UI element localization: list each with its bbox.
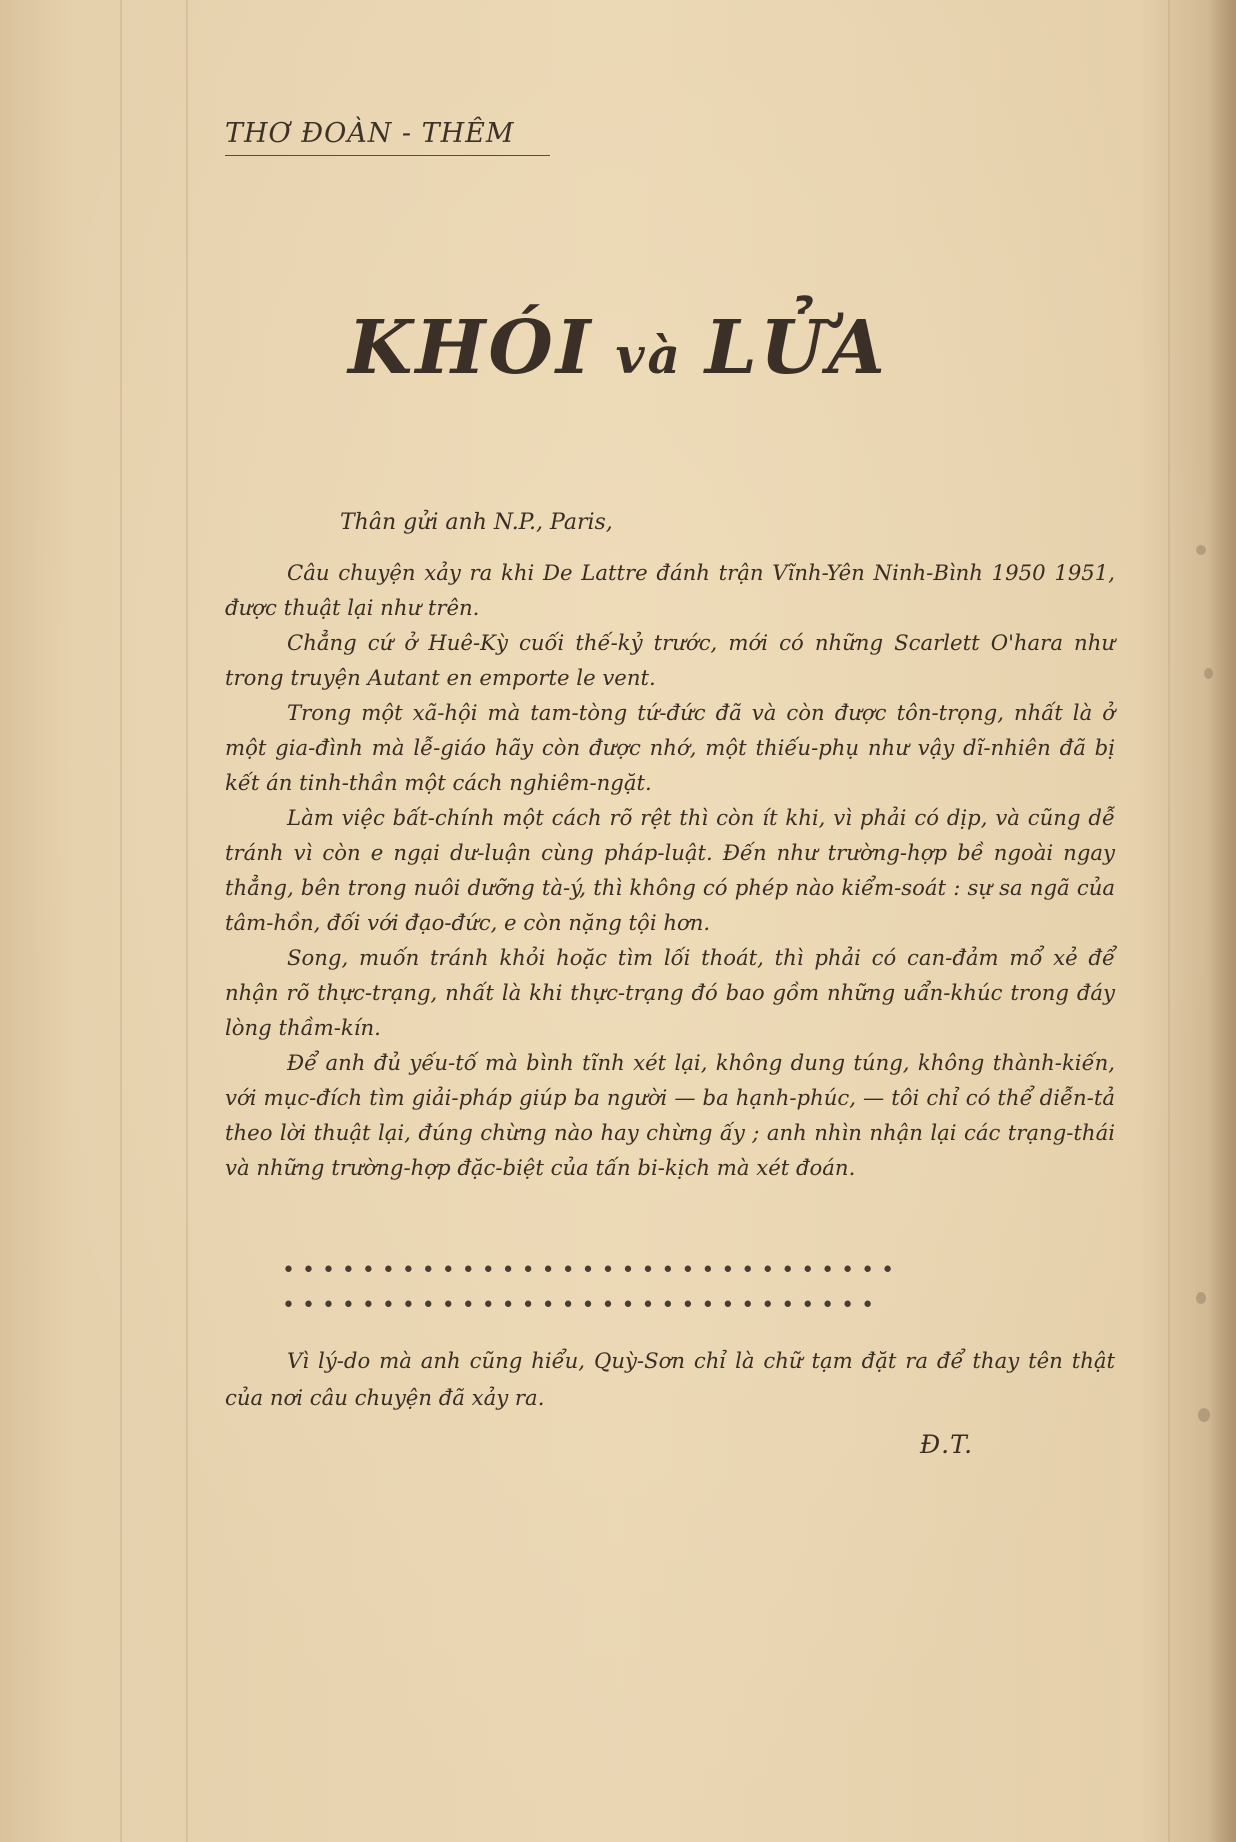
letter-closing (225, 1342, 1115, 1416)
letter-paragraph: Để anh đủ yếu-tố mà bình tĩnh xét lại, không dung túng, không thành-kiến, với mục-đích tìm giải-pháp giúp ba người — ba hạnh-phúc, — tôi chỉ có thể diễn-tả theo lời thuật lại, đúng chừng nào hay chừng ấy ; anh nhìn nhận lại các trạng-thái và những trường-hợp đặc-biệt của tấn bi-kịch mà xét đoán. (225, 1050, 1115, 1180)
letter-paragraph: Câu chuyện xảy ra khi De Lattre đánh trận Vĩnh-Yên Ninh-Bình 1950 1951, được thuật lại như trên. (225, 560, 1115, 620)
title-part-1: KHÓI (348, 305, 594, 391)
title-connector: và (615, 326, 683, 385)
paper-spot (1196, 545, 1206, 555)
letter-body (225, 555, 1115, 1185)
letter-salutation: Thân gửi anh N.P., Paris, (340, 510, 613, 535)
page-edge-shadow (1208, 0, 1236, 1842)
page-fold-line (186, 0, 188, 1842)
closing-paragraph: Vì lý-do mà anh cũng hiểu, Quỳ-Sơn chỉ là chữ tạm đặt ra để thay tên thật của nơi câu chuyện đã xảy ra. (225, 1348, 1115, 1410)
dot-separator: • • • • • • • • • • • • • • • • • • • • • • • • • • • • • • (282, 1293, 875, 1318)
letter-signature: Đ.T. (920, 1430, 974, 1459)
page-fold-line (120, 0, 122, 1842)
paper-spot (1198, 1408, 1210, 1422)
page-title (0, 305, 1236, 391)
letter-paragraph: Chẳng cứ ở Huê-Kỳ cuối thế-kỷ trước, mới có những Scarlett O'hara như trong truyện Autant en emporte le vent. (225, 630, 1115, 690)
letter-paragraph: Song, muốn tránh khỏi hoặc tìm lối thoát, thì phải có can-đảm mổ xẻ để nhận rõ thực-trạng, nhất là khi thực-trạng đó bao gồm những uẩn-khúc trong đáy lòng thầm-kín. (225, 945, 1115, 1040)
paper-spot (1196, 1292, 1206, 1304)
section-header: THƠ ĐOÀN - THÊM (225, 118, 550, 156)
title-part-2: LỬA (704, 305, 888, 391)
page-fold-line (1168, 0, 1170, 1842)
letter-paragraph: Làm việc bất-chính một cách rõ rệt thì còn ít khi, vì phải có dịp, và cũng dễ tránh vì còn e ngại dư-luận cùng pháp-luật. Đến như trường-hợp bề ngoài ngay thẳng, bên trong nuôi dưỡng tà-ý, thì không có phép nào kiểm-soát : sự sa ngã của tâm-hồn, đối với đạo-đức, e còn nặng tội hơn. (225, 805, 1115, 935)
letter-paragraph: Trong một xã-hội mà tam-tòng tứ-đức đã và còn được tôn-trọng, nhất là ở một gia-đình mà lễ-giáo hãy còn được nhớ, một thiếu-phụ như vậy dĩ-nhiên đã bị kết án tinh-thần một cách nghiêm-ngặt. (225, 700, 1115, 795)
dot-separator: • • • • • • • • • • • • • • • • • • • • • • • • • • • • • • • (282, 1258, 895, 1283)
paper-spot (1204, 668, 1213, 679)
